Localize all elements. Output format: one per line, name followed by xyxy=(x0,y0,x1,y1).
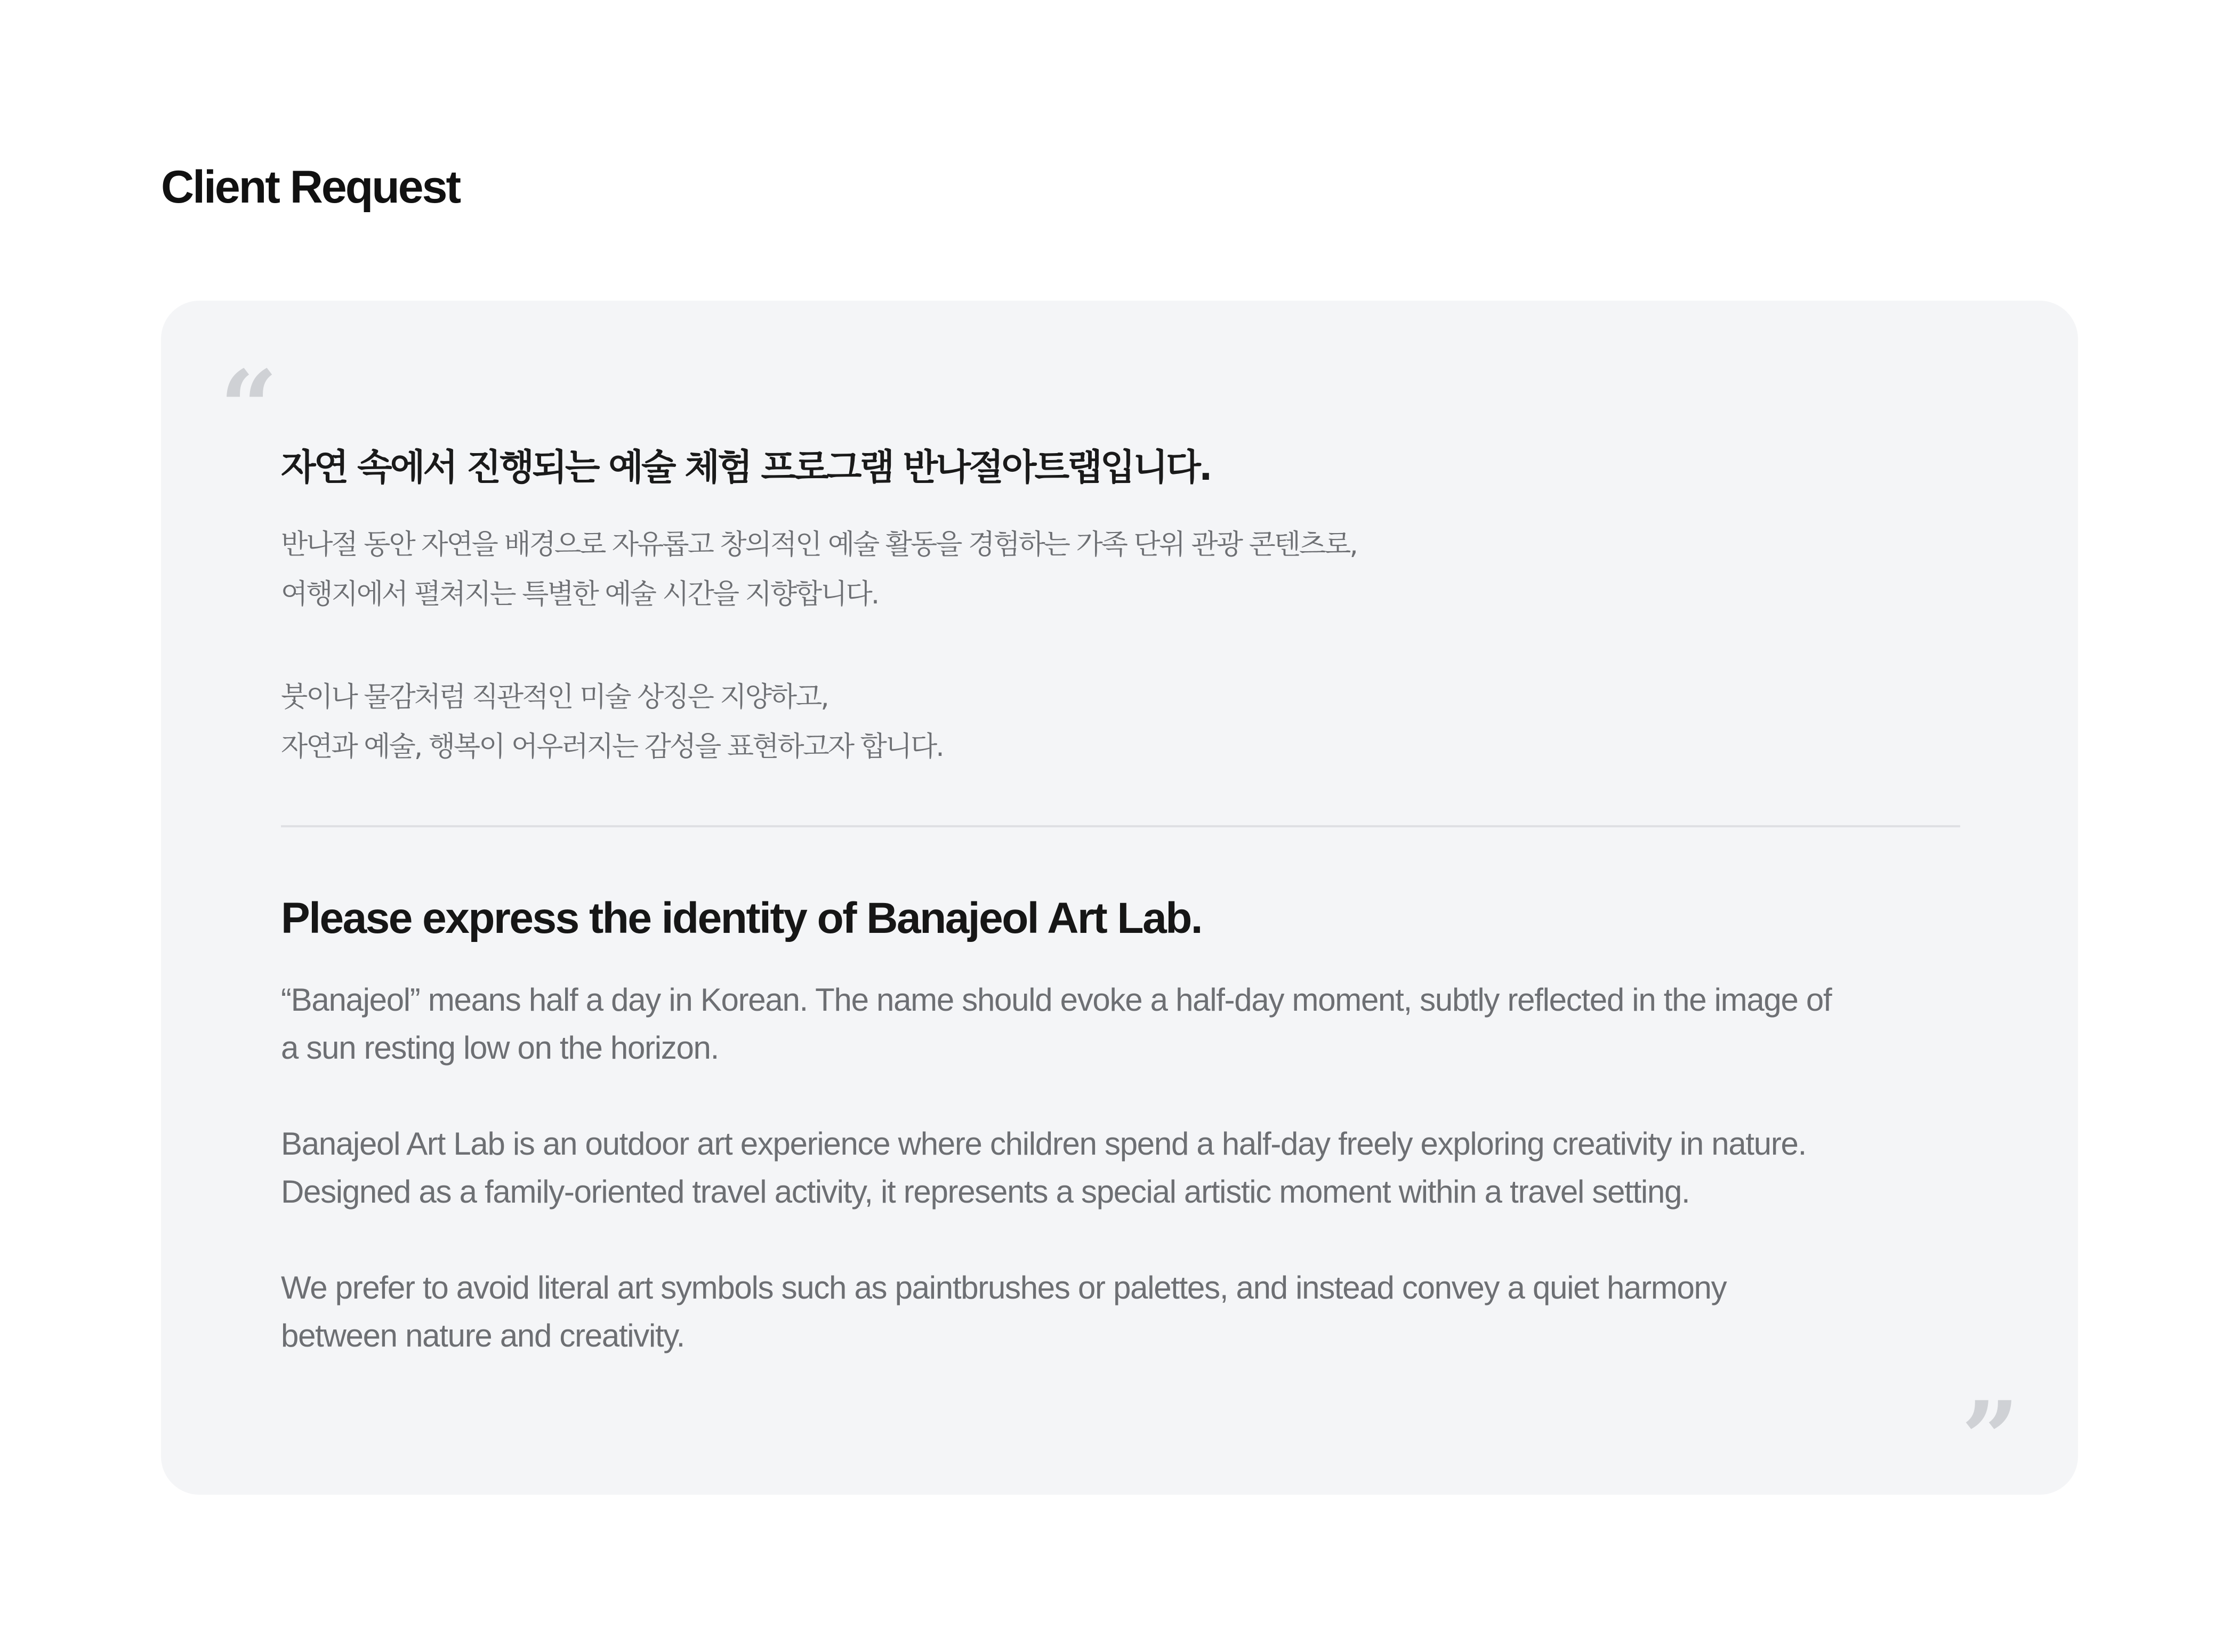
korean-heading: 자연 속에서 진행되는 예술 체험 프로그램 반나절아트랩입니다. xyxy=(281,447,1211,489)
request-content xyxy=(281,445,1960,1360)
korean-paragraph xyxy=(281,673,1960,772)
korean-paragraph xyxy=(281,520,1960,619)
text-line: Banajeol Art Lab is an outdoor art experience where children spend a half-day freely exploring creativity in nature. xyxy=(281,1125,1806,1162)
english-paragraph xyxy=(281,1120,1960,1216)
english-paragraph xyxy=(281,1264,1960,1360)
client-request-card xyxy=(161,301,2078,1498)
close-quote-icon: ” xyxy=(1961,1379,2019,1498)
open-quote-icon: “ xyxy=(220,348,278,467)
text-line: 여행지에서 펼쳐지는 특별한 예술 시간을 지향합니다. xyxy=(281,578,879,611)
english-heading: Please express the identity of Banajeol Art Lab. xyxy=(281,894,1202,943)
text-line: a sun resting low on the horizon. xyxy=(281,1029,719,1066)
section-divider xyxy=(281,825,1960,827)
text-line: We prefer to avoid literal art symbols such as paintbrushes or palettes, and instead convey a quiet harmony xyxy=(281,1269,1727,1306)
english-paragraph xyxy=(281,976,1960,1072)
text-line: 자연과 예술, 행복이 어우러지는 감성을 표현하고자 합니다. xyxy=(281,731,943,763)
text-line: 반나절 동안 자연을 배경으로 자유롭고 창의적인 예술 활동을 경험하는 가족 단위 관광 콘텐츠로, xyxy=(281,529,1357,561)
section-title: Client Request xyxy=(161,162,460,213)
text-line: Designed as a family-oriented travel activity, it represents a special artistic moment within a travel setting. xyxy=(281,1173,1690,1210)
text-line: between nature and creativity. xyxy=(281,1317,685,1353)
text-line: “Banajeol” means half a day in Korean. The name should evoke a half-day moment, subtly reflected in the image of xyxy=(281,981,1832,1018)
text-line: 붓이나 물감처럼 직관적인 미술 상징은 지양하고, xyxy=(281,681,828,714)
